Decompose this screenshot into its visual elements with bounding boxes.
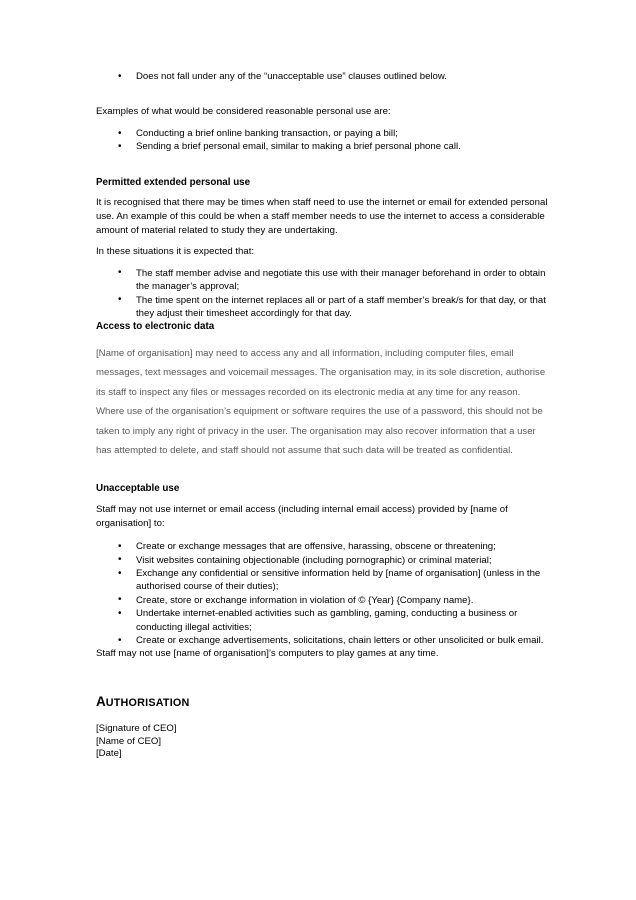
list-item: • The time spent on the internet replaces all or part of a staff member’s break/s for that day, or that they adjust their timesheet accordingly for that day. [96,294,552,321]
examples-intro-paragraph: Examples of what would be considered reasonable personal use are: [96,106,391,118]
examples-bullet-list [96,127,546,154]
section-heading-authorisation [96,691,546,711]
access-paragraph: [Name of organisation] may need to access any and all information, including computer files, email messages, text messages and voicemail messages. The organisation may, in its sole discretion, authorise its staff to inspect any files or messages recorded on its electronic media at any time for any reason. Where use of the organisation’s equipment or software requires the use of a password, this should not be taken to imply any right of privacy in the user. The organisation may also recover information that a user has attempted to delete, and staff should not assume that such data will be treated as confidential. [96,348,546,457]
signature-line-ceo-name: [Name of CEO] [96,735,162,747]
spacer [96,154,546,176]
spacer [96,259,546,267]
spacer [96,530,546,540]
section-heading-access-to-electronic-data: Access to electronic data [96,321,215,333]
section-heading-permitted-extended-personal-use: Permitted extended personal use [96,176,251,188]
spacer [96,496,546,503]
list-item: • Create or exchange advertisements, solicitations, chain letters or other unsolicited or bulk email. [96,634,558,647]
signature-line-date: [Date] [96,748,122,760]
authorisation-heading-rest: UTHORISATION [105,697,190,710]
document-body [96,70,546,761]
spacer [96,83,546,105]
list-item: • Create, store or exchange information in violation of © {Year} {Company name}. [96,594,558,607]
spacer [96,189,546,196]
spacer [96,711,546,723]
authorisation-heading-initial: A [96,694,106,710]
spacer [96,334,546,344]
signature-line-ceo-signature: [Signature of CEO] [96,723,177,735]
permitted-expectation-intro: In these situations it is expected that: [96,246,255,258]
intro-bullet-list [96,70,546,83]
permitted-bullet-list [96,267,552,321]
section-heading-unacceptable-use: Unacceptable use [96,483,180,495]
unacceptable-paragraph: Staff may not use internet or email access (including internal email access) provided by [name of organisation] to: [96,504,508,529]
list-item: • Conducting a brief online banking transaction, or paying a bill; [96,127,546,140]
permitted-paragraph: It is recognised that there may be times when staff need to use the internet or email for extended personal use. An example of this could be when a staff member needs to use the internet to access a considerable amount of material related to study they are undertaking. [96,197,548,236]
list-item: • Undertake internet-enabled activities such as gambling, gaming, conducting a business or conducting illegal activities; [96,607,558,634]
list-item: • Visit websites containing objectionable (including pornographic) or criminal material; [96,554,558,567]
list-item: • Sending a brief personal email, similar to making a brief personal phone call. [96,140,546,153]
list-item: • Does not fall under any of the “unacceptable use” clauses outlined below. [96,70,546,83]
list-item: • The staff member advise and negotiate this use with their manager beforehand in order to obtain the manager’s approval; [96,267,552,294]
unacceptable-bullet-list [96,540,558,647]
list-item: • Create or exchange messages that are offensive, harassing, obscene or threatening; [96,540,558,553]
spacer [96,460,546,482]
list-item: • Exchange any confidential or sensitive information held by [name of organisation] (unless in the authorised course of their duties); [96,567,558,594]
spacer [96,237,546,245]
spacer [96,661,546,691]
unacceptable-closing-paragraph: Staff may not use [name of organisation]’s computers to play games at any time. [96,648,439,660]
spacer [96,119,546,127]
